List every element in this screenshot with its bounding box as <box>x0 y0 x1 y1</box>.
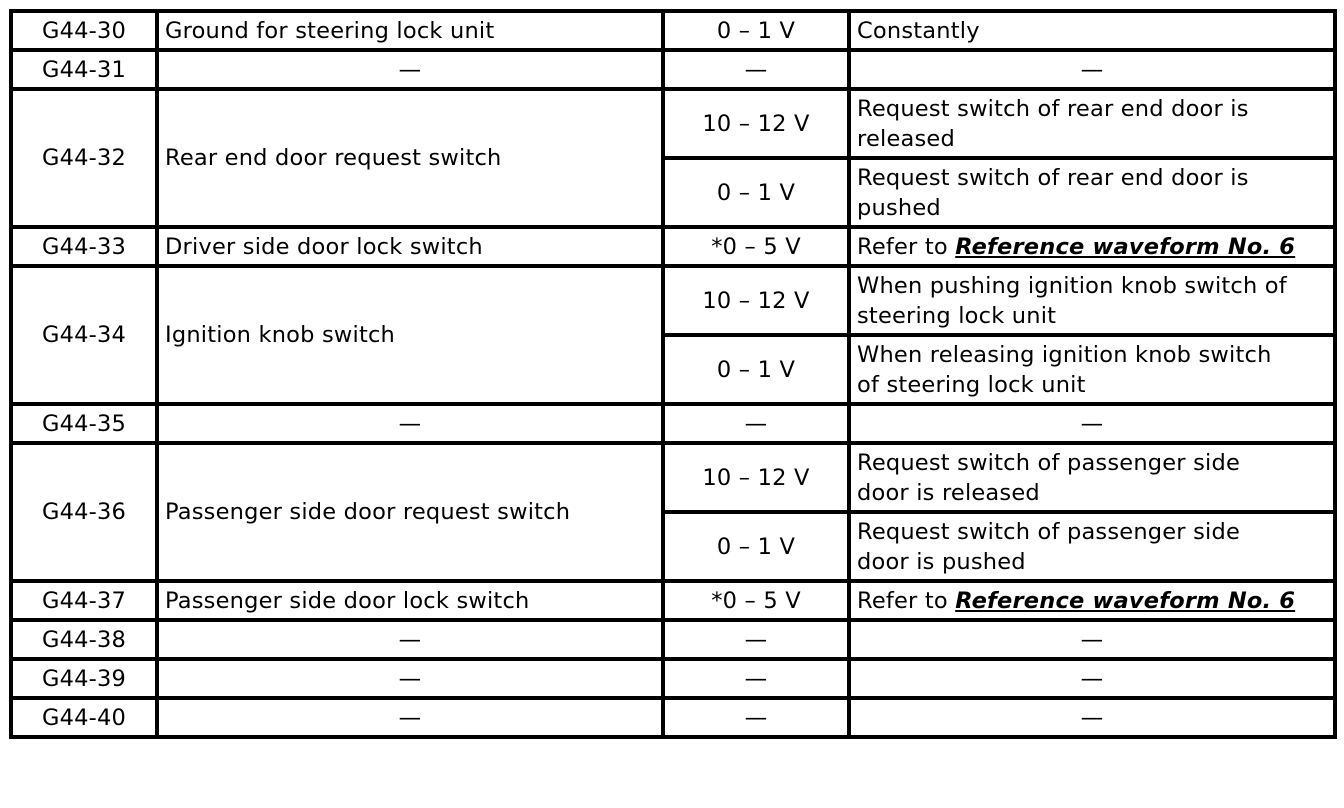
voltage-cell: — <box>663 620 849 659</box>
condition-line: of steering lock unit <box>857 371 1086 398</box>
table-row <box>11 227 1335 266</box>
table-row <box>11 443 1335 512</box>
condition-cell: Constantly <box>849 11 1335 50</box>
condition-line: Request switch of passenger side <box>857 449 1241 476</box>
table-row <box>11 620 1335 659</box>
condition-prefix: Refer to <box>857 233 956 260</box>
description-cell: — <box>157 620 663 659</box>
voltage-cell: — <box>663 698 849 737</box>
voltage-cell: — <box>663 404 849 443</box>
terminal-cell: G44-33 <box>11 227 157 266</box>
condition-line: When pushing ignition knob switch of <box>857 272 1287 299</box>
description-cell: — <box>157 404 663 443</box>
condition-line: When releasing ignition knob switch <box>857 341 1272 368</box>
terminal-cell: G44-32 <box>11 89 157 227</box>
description-cell: Passenger side door lock switch <box>157 581 663 620</box>
voltage-cell: — <box>663 659 849 698</box>
description-cell: Ground for steering lock unit <box>157 11 663 50</box>
reference-waveform-link[interactable]: Reference waveform No. 6 <box>955 233 1296 260</box>
condition-prefix: Refer to <box>857 587 956 614</box>
voltage-cell: 0 – 1 V <box>663 158 849 227</box>
table-row <box>11 698 1335 737</box>
condition-line: Request switch of passenger side <box>857 518 1241 545</box>
table-row <box>11 50 1335 89</box>
terminal-cell: G44-38 <box>11 620 157 659</box>
condition-cell <box>849 266 1335 335</box>
voltage-cell: — <box>663 50 849 89</box>
table-row <box>11 581 1335 620</box>
voltage-cell: 10 – 12 V <box>663 89 849 158</box>
voltage-cell: *0 – 5 V <box>663 227 849 266</box>
condition-line: Request switch of rear end door is <box>857 95 1249 122</box>
description-cell: Driver side door lock switch <box>157 227 663 266</box>
condition-cell: — <box>849 659 1335 698</box>
table-row <box>11 266 1335 335</box>
terminal-cell: G44-34 <box>11 266 157 404</box>
condition-line: steering lock unit <box>857 302 1057 329</box>
voltage-cell: 0 – 1 V <box>663 512 849 581</box>
description-cell: — <box>157 659 663 698</box>
terminal-table-body <box>11 11 1335 737</box>
description-cell: Ignition knob switch <box>157 266 663 404</box>
terminal-cell: G44-30 <box>11 11 157 50</box>
condition-cell <box>849 512 1335 581</box>
condition-line: Request switch of rear end door is <box>857 164 1249 191</box>
table-row <box>11 404 1335 443</box>
terminal-cell: G44-40 <box>11 698 157 737</box>
voltage-cell: 0 – 1 V <box>663 335 849 404</box>
condition-line: door is pushed <box>857 548 1026 575</box>
terminal-cell: G44-36 <box>11 443 157 581</box>
condition-cell <box>849 335 1335 404</box>
table-row <box>11 659 1335 698</box>
terminal-table <box>9 9 1337 739</box>
condition-line: pushed <box>857 194 941 221</box>
terminal-cell: G44-35 <box>11 404 157 443</box>
description-cell: Passenger side door request switch <box>157 443 663 581</box>
table-row <box>11 11 1335 50</box>
terminal-cell: G44-37 <box>11 581 157 620</box>
description-cell: — <box>157 50 663 89</box>
description-cell: Rear end door request switch <box>157 89 663 227</box>
condition-line: door is released <box>857 479 1040 506</box>
description-cell: — <box>157 698 663 737</box>
voltage-cell: *0 – 5 V <box>663 581 849 620</box>
voltage-cell: 0 – 1 V <box>663 11 849 50</box>
condition-cell: — <box>849 698 1335 737</box>
condition-line: released <box>857 125 955 152</box>
table-row <box>11 89 1335 158</box>
voltage-cell: 10 – 12 V <box>663 266 849 335</box>
voltage-cell: 10 – 12 V <box>663 443 849 512</box>
condition-cell <box>849 443 1335 512</box>
condition-cell <box>849 227 1335 266</box>
terminal-cell: G44-39 <box>11 659 157 698</box>
condition-cell <box>849 581 1335 620</box>
condition-cell <box>849 158 1335 227</box>
condition-cell: — <box>849 620 1335 659</box>
reference-waveform-link[interactable]: Reference waveform No. 6 <box>955 587 1296 614</box>
condition-cell: — <box>849 50 1335 89</box>
condition-cell: — <box>849 404 1335 443</box>
condition-cell <box>849 89 1335 158</box>
terminal-cell: G44-31 <box>11 50 157 89</box>
